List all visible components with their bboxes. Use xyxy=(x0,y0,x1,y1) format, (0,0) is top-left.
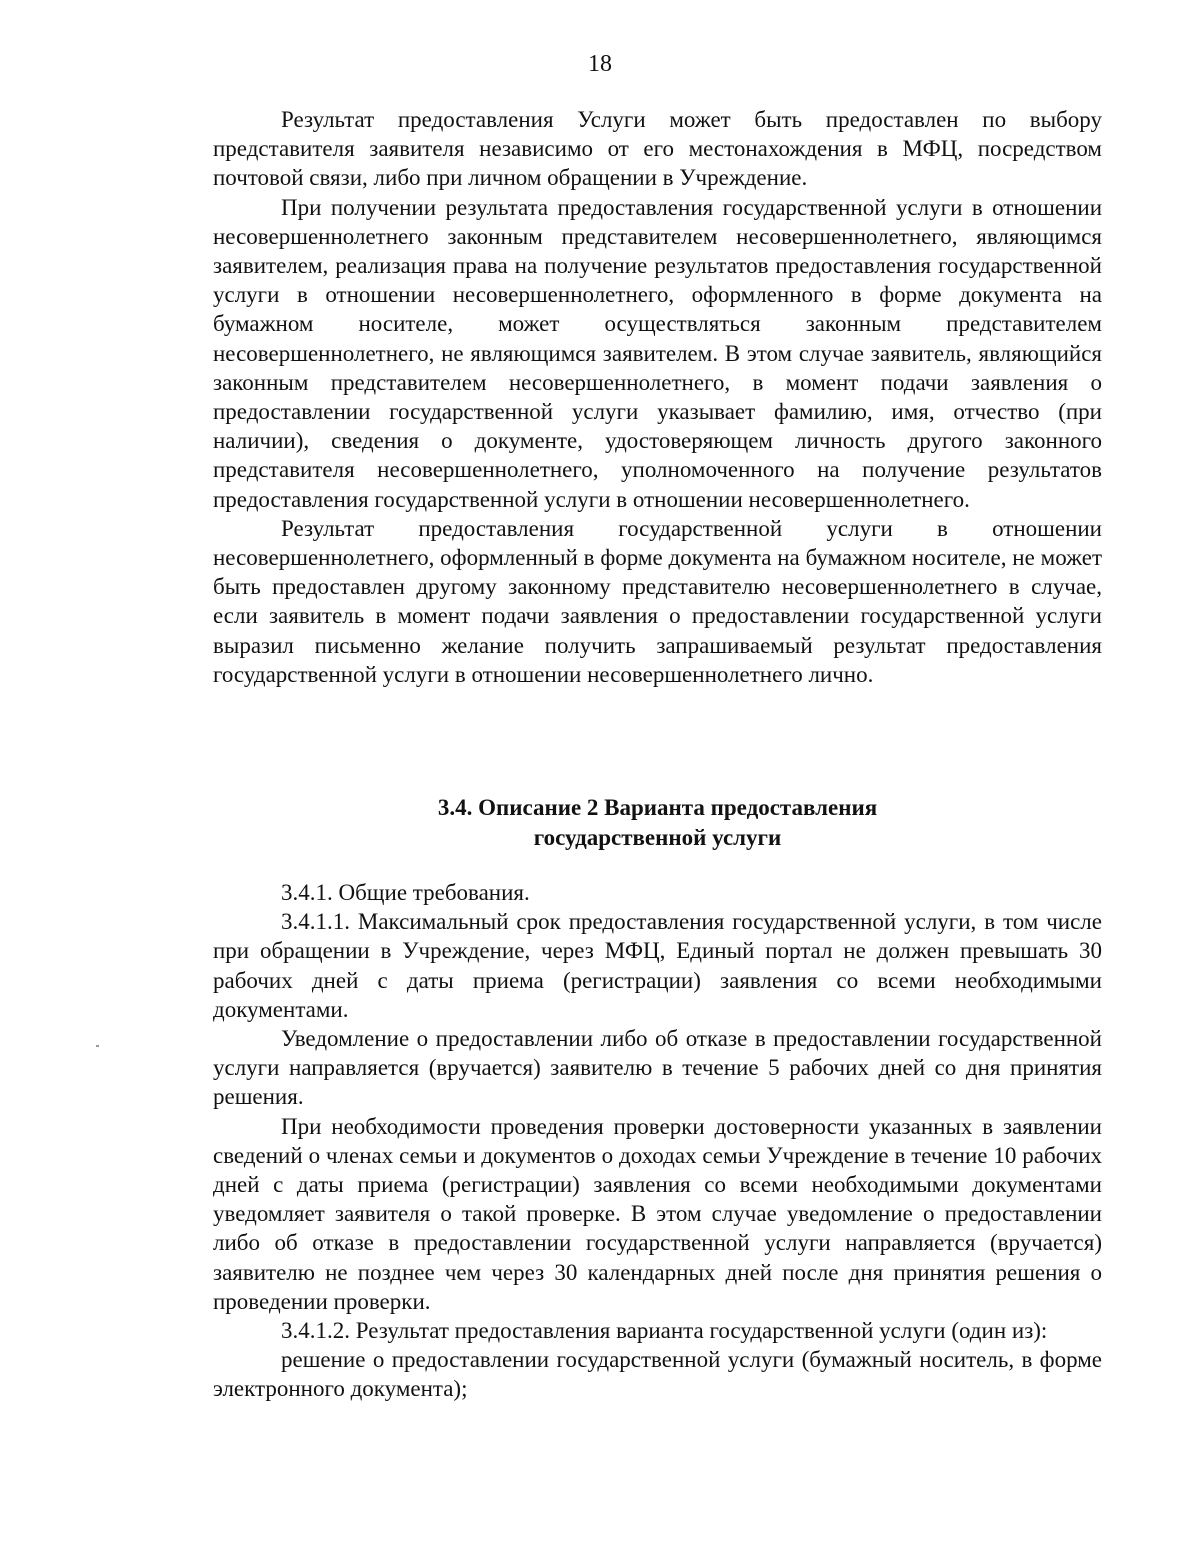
paragraph-minor-restriction: Результат предоставления государственной услуги в отношении несовершеннолетнего, оформленный в форме документа на бумажном носителе, не может быть предоставлен другому законному представителю несовершеннолетнего в случае, если заявитель в момент подачи заявления о предоставлении государственной услуги выразил письменно желание получить запрашиваемый результат предоставления государственной услуги в отношении несовершеннолетнего лично. xyxy=(213,515,1102,687)
section-heading xyxy=(213,793,1102,852)
section-heading-line-2: государственной услуги xyxy=(533,824,782,850)
scan-dust-mark xyxy=(96,1045,99,1047)
paragraph-result-delivery: Результат предоставления Услуги может быть предоставлен по выбору представителя заявителя независимо от его местонахождения в МФЦ, посредством почтовой связи, либо при личном обращении в Учреждение. xyxy=(213,107,1102,191)
paragraph-decision-option: решение о предоставлении государственной услуги (бумажный носитель, в форме электронного документа); xyxy=(213,1347,1102,1402)
paragraph-result-options: 3.4.1.2. Результат предоставления варианта государственной услуги (один из): xyxy=(281,1318,1048,1344)
paragraph-general-requirements: 3.4.1. Общие требования. xyxy=(281,880,530,905)
page-number: 18 xyxy=(588,51,612,77)
paragraph-notification: Уведомление о предоставлении либо об отказе в предоставлении государственной услуги направляется (вручается) заявителю в течение 5 рабочих дней со дня принятия решения. xyxy=(213,1026,1102,1110)
paragraph-verification: При необходимости проведения проверки достоверности указанных в заявлении сведений о членах семьи и документов о доходах семьи Учреждение в течение 10 рабочих дней с даты приема (регистрации) заявления со всеми необходимыми документами уведомляет заявителя о такой проверке. В этом случае уведомление о предоставлении либо об отказе в предоставлении государственной услуги направляется (вручается) заявителю не позднее чем через 30 календарных дней после дня принятия решения о проведении проверки. xyxy=(213,1113,1102,1314)
variant-2-section xyxy=(213,878,1102,1404)
section-heading-line-1: 3.4. Описание 2 Варианта предоставления xyxy=(437,795,878,820)
paragraph-minor-representative: При получении результата предоставления государственной услуги в отношении несовершеннолетнего законным представителем несовершеннолетнего, являющимся заявителем, реализация права на получение результатов предоставления государственной услуги в отношении несовершеннолетнего, оформленного в форме документа на бумажном носителе, может осуществляться законным представителем несовершеннолетнего, не являющимся заявителем. В этом случае заявитель, являющийся законным представителем несовершеннолетнего, в момент подачи заявления о предоставлении государственной услуги указывает фамилию, имя, отчество (при наличии), сведения о документе, удостоверяющем личность другого законного представителя несовершеннолетнего, уполномоченного на получение результатов предоставления государственной услуги в отношении несовершеннолетнего. xyxy=(213,194,1102,512)
paragraph-max-term: 3.4.1.1. Максимальный срок предоставления государственной услуги, в том числе при обращении в Учреждение, через МФЦ, Единый портал не должен превышать 30 рабочих дней с даты приема (регистрации) заявления со всеми необходимыми документами. xyxy=(213,909,1102,1022)
result-delivery-section xyxy=(213,105,1102,689)
